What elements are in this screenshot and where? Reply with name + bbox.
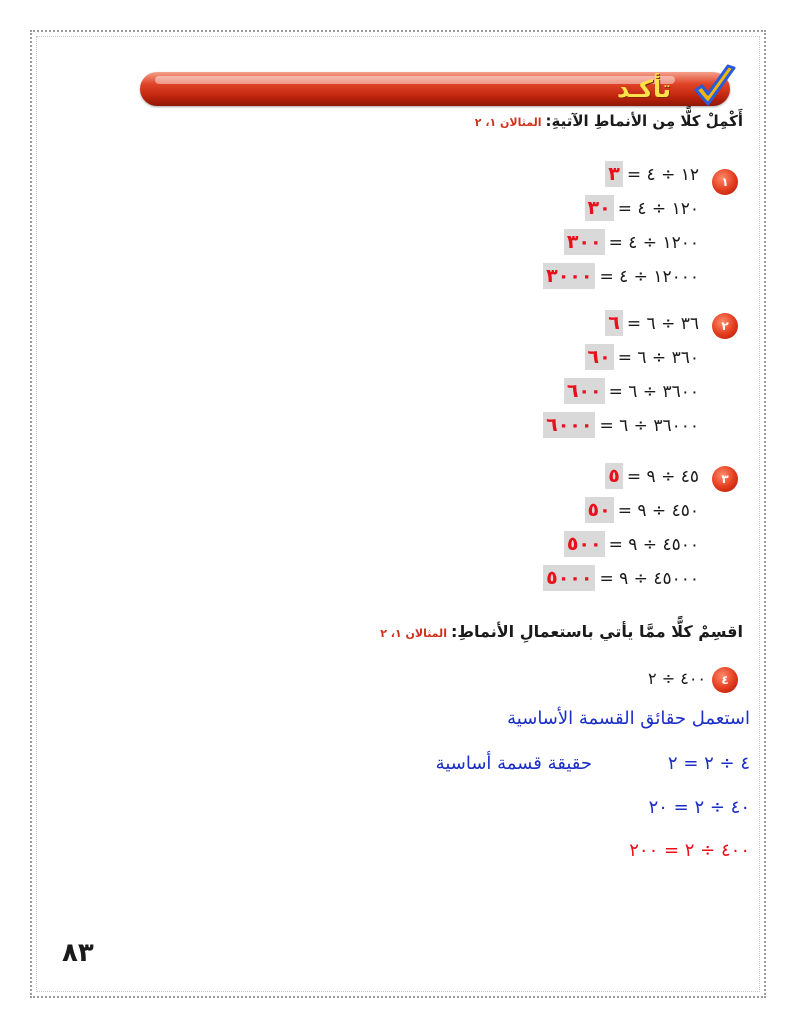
question-4: [648, 666, 738, 692]
answer-box: ٦٠: [585, 344, 614, 370]
answer-box: ٣: [605, 161, 623, 187]
equation-row: ١٢ ÷ ٤ =٣: [605, 161, 699, 187]
equation-row: ٣٦٠ ÷ ٦ =٦٠: [585, 344, 699, 370]
instruction-text: اقسِمْ كلًّا ممَّا يأتي باستعمالِ الأنماطِ:: [450, 622, 743, 641]
equation-row: ٤٥٠ ÷ ٩ =٥٠: [585, 497, 699, 523]
question-number-badge: ٣: [712, 466, 738, 492]
question-number-badge: ١: [712, 169, 738, 195]
header-shine: [155, 76, 675, 84]
answer-box: ٥٠: [585, 497, 614, 523]
answer-box: ٣٠٠: [564, 229, 605, 255]
answer-box: ٦٠٠: [564, 378, 605, 404]
solution-line-2-note: حقيقة قسمة أساسية: [435, 753, 592, 774]
question-expression: ٤٠٠ ÷ ٢: [648, 669, 706, 688]
equation-row: ١٢٠٠٠ ÷ ٤ =٣٠٠٠: [543, 263, 699, 289]
answer-box: ٥: [605, 463, 623, 489]
solution-line-3: ٤٠ ÷ ٢ = ٢٠: [648, 797, 750, 818]
instruction-text: أَكْمِلْ كلًّا مِن الأنماطِ الآتيةِ:: [545, 112, 743, 130]
section-title: تأكـد: [616, 75, 672, 103]
equation-row: ٤٥ ÷ ٩ =٥: [605, 463, 699, 489]
answer-box: ٦٠٠٠: [543, 412, 595, 438]
example-reference: المثالان ١، ٢: [380, 627, 447, 640]
solution-line-1: استعمل حقائق القسمة الأساسية: [507, 708, 750, 729]
equation-row: ٤٥٠٠٠ ÷ ٩ =٥٠٠٠: [543, 565, 699, 591]
equation-row: ٣٦٠٠٠ ÷ ٦ =٦٠٠٠: [543, 412, 699, 438]
question-number-badge: ٤: [712, 667, 738, 693]
checkmark-icon: [690, 62, 740, 112]
solution-line-2-expression: ٤ ÷ ٢ = ٢: [667, 753, 750, 774]
equation-row: ٣٦ ÷ ٦ =٦: [605, 310, 699, 336]
answer-box: ٦: [605, 310, 623, 336]
equation-row: ١٢٠ ÷ ٤ =٣٠: [585, 195, 699, 221]
answer-box: ٥٠٠: [564, 531, 605, 557]
answer-box: ٣٠٠٠: [543, 263, 595, 289]
answer-box: ٣٠: [585, 195, 614, 221]
example-reference: المثالان ١، ٢: [474, 116, 542, 129]
equation-row: ١٢٠٠ ÷ ٤ =٣٠٠: [564, 229, 699, 255]
instruction-complete-patterns: [475, 112, 743, 130]
instruction-divide-using-patterns: [380, 622, 743, 641]
equation-row: ٣٦٠٠ ÷ ٦ =٦٠٠: [564, 378, 699, 404]
equation-row: ٤٥٠٠ ÷ ٩ =٥٠٠: [564, 531, 699, 557]
solution-line-4: ٤٠٠ ÷ ٢ = ٢٠٠: [629, 840, 750, 861]
answer-box: ٥٠٠٠: [543, 565, 595, 591]
page-number: ٨٣: [62, 938, 94, 968]
question-number-badge: ٢: [712, 313, 738, 339]
